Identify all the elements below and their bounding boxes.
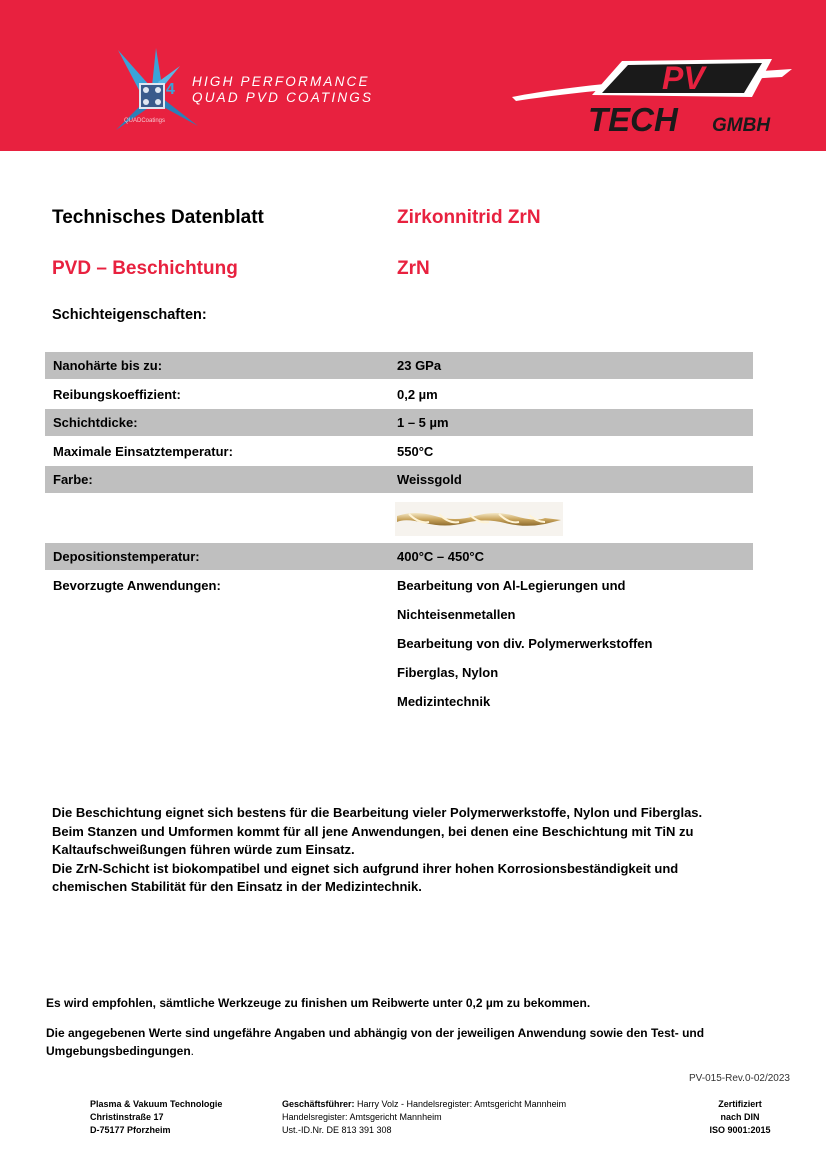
drill-bit-image <box>395 502 563 536</box>
description-line: Die ZrN-Schicht ist biokompatibel und eignet sich aufgrund ihrer hohen Korrosionsbeständigkeit und <box>52 860 679 876</box>
property-label: Depositionstemperatur: <box>53 549 200 564</box>
footer-company-line: D-75177 Pforzheim <box>90 1125 171 1135</box>
footer-company <box>90 1098 222 1137</box>
header-banner <box>0 0 826 151</box>
property-value: 400°C – 450°C <box>397 549 485 564</box>
property-label: Maximale Einsatztemperatur: <box>53 444 233 459</box>
application-item: Nichteisenmetallen <box>397 607 516 622</box>
tech-logo-text: TECH <box>588 101 678 138</box>
property-value: 23 GPa <box>397 358 442 373</box>
property-row <box>45 543 753 570</box>
footer-manager-label: Geschäftsführer: <box>282 1099 355 1109</box>
footer-vat-line: Ust.-ID.Nr. DE 813 391 308 <box>282 1125 392 1135</box>
tagline-line-1: HIGH PERFORMANCE <box>192 74 370 89</box>
recommendation-note: Es wird empfohlen, sämtliche Werkzeuge zu finishen um Reibwerte unter 0,2 µm zu bekommen. <box>46 996 591 1010</box>
property-row <box>45 381 753 408</box>
property-label: Schichtdicke: <box>53 415 138 430</box>
footer-company-line: Christinstraße 17 <box>90 1112 164 1122</box>
quad-coatings-small-text: QUADCoatings <box>124 118 166 124</box>
disclaimer-note <box>46 1024 766 1060</box>
section-label: Schichteigenschaften: <box>52 307 207 323</box>
pv-logo-text: PV <box>662 60 705 96</box>
footer-cert-line: nach DIN <box>720 1112 760 1122</box>
disclaimer-end: . <box>190 1044 194 1058</box>
document-subject: Zirkonnitrid ZrN <box>397 207 541 228</box>
coating-heading: PVD – Beschichtung <box>52 258 238 279</box>
document-reference: PV-015-Rev.0-02/2023 <box>689 1073 790 1084</box>
description-paragraph <box>52 804 762 897</box>
property-value: 0,2 µm <box>397 387 438 402</box>
property-value: Weissgold <box>397 472 462 487</box>
footer-registry-line: Handelsregister: Amtsgericht Mannheim <box>282 1112 442 1122</box>
footer-company-line: Plasma & Vakuum Technologie <box>90 1099 223 1109</box>
coating-value: ZrN <box>397 258 430 279</box>
disclaimer-text: Die angegebenen Werte sind ungefähre Angaben und abhängig von der jeweiligen Anwendung sowie den Test- und Umgebungsbedingungen <box>46 1026 705 1058</box>
footer-cert-line: Zertifiziert <box>718 1099 762 1109</box>
footer-registry <box>282 1098 566 1137</box>
tagline <box>192 74 373 106</box>
property-label: Nanohärte bis zu: <box>53 358 163 373</box>
gmbh-logo-text: GMBH <box>712 115 771 136</box>
applications-list <box>397 576 757 721</box>
application-item: Medizintechnik <box>397 694 491 709</box>
property-row <box>45 438 753 465</box>
description-line: chemischen Stabilität für den Einsatz in der Medizintechnik. <box>52 879 422 894</box>
description-line: Beim Stanzen und Umformen kommt für all jene Anwendungen, bei denen eine Beschichtung mit TiN zu <box>52 823 694 839</box>
application-item: Bearbeitung von Al-Legierungen und <box>397 578 626 593</box>
property-row <box>45 409 753 436</box>
footer-certification <box>700 1098 780 1137</box>
svg-text:4: 4 <box>166 81 175 98</box>
application-item: Fiberglas, Nylon <box>397 665 499 680</box>
property-row <box>45 352 753 379</box>
property-value: 550°C <box>397 444 434 459</box>
quad-coatings-logo <box>110 46 202 132</box>
applications-label: Bevorzugte Anwendungen: <box>53 578 221 593</box>
property-label: Farbe: <box>53 472 93 487</box>
property-value: 1 – 5 µm <box>397 415 449 430</box>
application-item: Bearbeitung von div. Polymerwerkstoffen <box>397 636 653 651</box>
property-label: Reibungskoeffizient: <box>53 387 181 402</box>
footer-cert-line: ISO 9001:2015 <box>709 1125 771 1135</box>
document-title: Technisches Datenblatt <box>52 207 264 228</box>
property-row <box>45 466 753 493</box>
footer-manager-text: Harry Volz - Handelsregister: Amtsgericht Mannheim <box>354 1099 567 1109</box>
pv-tech-logo <box>512 55 792 143</box>
description-line: Die Beschichtung eignet sich bestens für die Bearbeitung vieler Polymerwerkstoffe, Nylon und Fiberglas. <box>52 805 703 820</box>
description-line: Kaltaufschweißungen führen würde zum Einsatz. <box>52 842 355 857</box>
tagline-line-2: QUAD PVD COATINGS <box>192 90 374 105</box>
